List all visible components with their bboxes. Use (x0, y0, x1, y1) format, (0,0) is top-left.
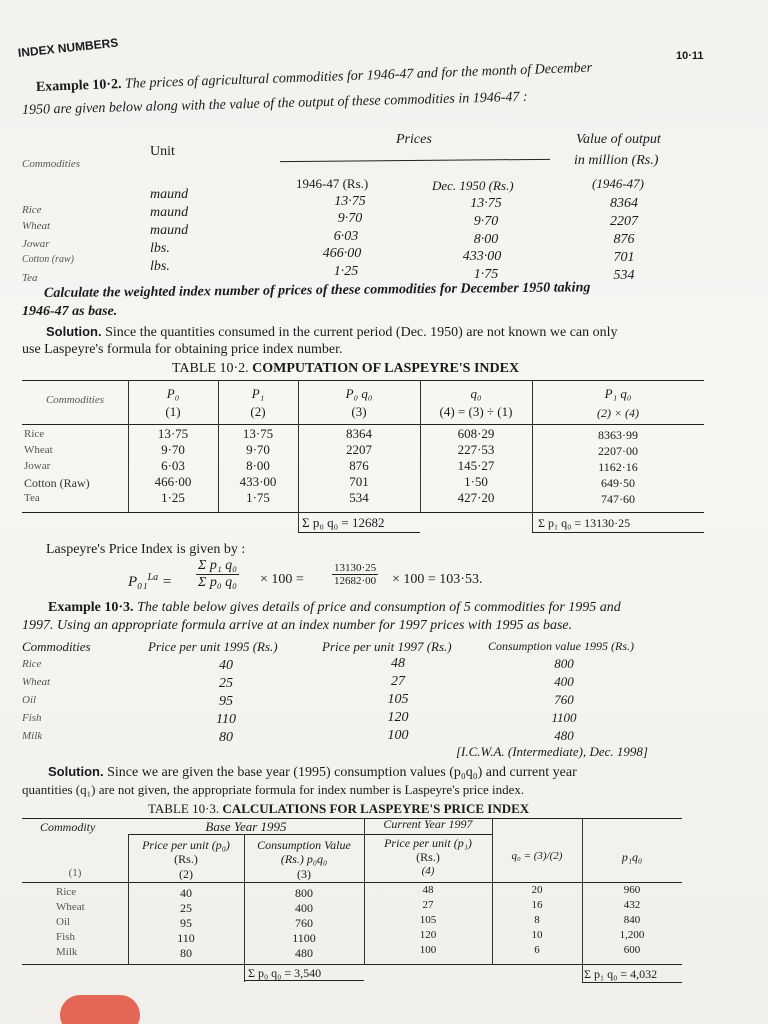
ex1-row-unit: lbs. (150, 241, 170, 256)
t1-cell: 13·75 (157, 426, 189, 441)
table-top-rule (22, 380, 704, 381)
ex1-row-unit: maund (150, 223, 189, 238)
t2-body-rule (22, 964, 682, 965)
page-number: 10·11 (676, 50, 704, 62)
ex1-question-line1: Calculate the weighted index number of prices of these commodities for December 1950 taking (43, 280, 591, 301)
t2-total-p0q0: Σ p₀ q₀ = 3,540 (248, 966, 322, 980)
t2-cell-commodity: Milk (56, 946, 78, 958)
t2-group-current: Current Year 1997 (383, 817, 473, 831)
t1-cell: 227·53 (457, 442, 495, 457)
running-header: INDEX NUMBERS (17, 35, 119, 60)
t1-cell: 1·75 (246, 490, 270, 505)
t2-col-consumption: Consumption Value (257, 838, 351, 852)
ex2-row-consumption: 800 (554, 656, 574, 671)
ex2-row-p1995: 40 (219, 658, 233, 673)
ex1-row-commodity: Cotton (raw) (22, 254, 74, 265)
t1-cell: 876 (349, 458, 369, 473)
t2-cell: 110 (177, 931, 195, 945)
ex1-col-unit: Unit (150, 144, 175, 159)
ex2-row-p1997: 105 (387, 692, 409, 707)
formula-intro: Laspeyre's Price Index is given by : (46, 542, 246, 557)
solution-1-line2: use Laspeyre's formula for obtaining price index number. (22, 342, 343, 357)
table-10-2-title: TABLE 10·2. COMPUTATION OF LASPEYRE'S INDEX (172, 361, 520, 376)
t2-cell: 48 (422, 884, 434, 896)
ex2-row-commodity: Rice (22, 658, 42, 670)
t1-cell-commodity: Tea (24, 492, 40, 504)
t1-cell: 747·60 (601, 492, 635, 506)
finger-shadow (60, 995, 140, 1024)
t2-cell: 10 (531, 929, 543, 941)
t1-cell-commodity: Jowar (24, 460, 51, 472)
t1-total-p0q0: Σ p₀ q₀ = 12682 (302, 515, 385, 530)
ex1-row-p1946: 9·70 (337, 211, 363, 226)
t2-total-p1q0: Σ p₁ q₀ = 4,032 (584, 967, 658, 981)
t2-header-rule (22, 882, 682, 883)
t2-col-price-base: (Rs.) (174, 852, 198, 866)
t2-cell: 95 (180, 916, 192, 930)
t1-header: P₁ q₀ (604, 386, 632, 401)
t2-cell: 1100 (292, 931, 316, 945)
ex1-row-value: 534 (613, 268, 635, 283)
t2-col-p1q0: p₁q₀ (621, 850, 643, 864)
t1-header: P₁ (251, 386, 265, 401)
ex1-row-commodity: Rice (22, 204, 42, 216)
t2-cell: 800 (295, 886, 313, 900)
t2-cell: 840 (623, 914, 641, 926)
t1-subheader: (3) (351, 404, 367, 419)
ex2-row-p1997: 100 (387, 728, 409, 743)
t2-cell: 25 (180, 901, 192, 915)
t2-cell: 8 (534, 914, 540, 926)
table-body-rule (22, 512, 704, 513)
t1-subheader: (2) (250, 404, 266, 419)
ex1-row-p1946: 13·75 (334, 194, 366, 209)
ex2-col-p1995: Price per unit 1995 (Rs.) (148, 639, 278, 654)
example-10-3-line2: 1997. Using an appropriate formula arrive at an index number for 1997 prices with 1995 as base. (22, 618, 573, 633)
t2-total-rule (582, 982, 682, 983)
ex2-col-commodities: Commodities (22, 639, 91, 654)
ex2-row-p1995: 110 (216, 712, 236, 727)
t1-cell: 8·00 (246, 458, 270, 473)
t2-cell: 20 (531, 884, 543, 896)
ex1-col-commodities: Commodities (22, 158, 81, 170)
t1-cell: 9·70 (246, 442, 270, 457)
ex1-row-unit: maund (150, 205, 189, 220)
t1-cell: 433·00 (239, 474, 277, 489)
t1-cell: 1162·16 (598, 460, 638, 474)
ex2-row-p1995: 25 (219, 676, 233, 691)
ex2-row-p1997: 120 (387, 710, 409, 725)
t1-cell: 145·27 (457, 458, 495, 473)
ex1-col-prices-1946: 1946-47 (Rs.) (296, 176, 369, 191)
ex1-col-prices: Prices (396, 132, 432, 147)
t2-col-q0: q₀ = (3)/(2) (511, 850, 563, 862)
ex2-col-p1997: Price per unit 1997 (Rs.) (322, 639, 452, 654)
formula-lhs: P₀₁$^{La}$ = (128, 572, 173, 590)
t2-cell: 40 (180, 886, 192, 900)
ex1-col-value-1: Value of output (576, 132, 661, 147)
ex1-row-p1950: 9·70 (473, 214, 499, 229)
formula-fraction-numeric: $\frac{13130\cdot 25}{12682\cdot 00}$ (334, 562, 377, 587)
ex1-row-value: 8364 (610, 196, 638, 211)
t2-cell: 760 (295, 916, 313, 930)
t1-cell: 701 (349, 474, 369, 489)
t2-cell-commodity: Wheat (56, 901, 85, 913)
t2-cell: 1,200 (619, 929, 645, 941)
ex2-row-commodity: Oil (22, 694, 37, 706)
t1-cell: 8364 (346, 426, 372, 441)
t2-cell: 16 (531, 899, 543, 911)
formula-fraction-symbolic: $\frac{\text{Σ p₁ q₀}}{\text{Σ p₀ q₀}}$ (198, 558, 238, 590)
ex1-row-p1946: 466·00 (322, 246, 362, 261)
t1-header: Commodities (45, 394, 105, 406)
t1-subheader: (1) (165, 404, 181, 419)
ex2-row-consumption: 480 (554, 728, 574, 743)
example-10-3-line1: Example 10·3. The table below gives details of price and consumption of 5 commodities for 1995 and (48, 600, 621, 615)
ex2-row-consumption: 1100 (551, 710, 577, 725)
t2-cell: 480 (295, 946, 313, 960)
t1-cell: 13·75 (242, 426, 274, 441)
ex2-row-p1997: 27 (391, 674, 405, 689)
t1-cell: 9·70 (161, 442, 185, 457)
t2-col-price-current: Price per unit (p₁) (384, 836, 472, 850)
t1-cell: 649·50 (601, 476, 635, 490)
solution-2-line2: quantities (q₁) are not given, the appropriate formula for index number is Laspeyre's price index. (22, 782, 525, 797)
ex1-col-prices-1950: Dec. 1950 (Rs.) (432, 178, 514, 193)
t2-col-price-base: (2) (179, 867, 193, 881)
ex2-row-commodity: Fish (22, 712, 42, 724)
ex2-row-p1995: 80 (219, 730, 233, 745)
t1-cell: 427·20 (457, 490, 495, 505)
t1-header: q₀ (470, 386, 482, 401)
ex1-row-commodity: Tea (22, 272, 38, 284)
ex1-row-p1950: 8·00 (473, 232, 499, 247)
t2-cell: 105 (419, 914, 437, 926)
t1-subheader: (2) × (4) (596, 406, 640, 420)
t2-group-base: Base Year 1995 (205, 819, 287, 834)
t1-cell-commodity: Cotton (Raw) (24, 476, 90, 490)
ex1-row-p1946: 6·03 (333, 229, 359, 244)
table-10-3-title: TABLE 10·3. CALCULATIONS FOR LASPEYRE'S PRICE INDEX (148, 801, 530, 816)
formula-result: × 100 = 103·53. (392, 572, 483, 587)
t2-col-price-current: (4) (421, 865, 435, 877)
t2-col-price-base: Price per unit (p₀) (142, 838, 230, 852)
t1-header: P₀ q₀ (345, 386, 373, 401)
ex1-row-p1950: 433·00 (462, 249, 502, 264)
t1-total-rule (532, 532, 704, 533)
t1-cell: 8363·99 (598, 428, 638, 442)
ex2-row-p1997: 48 (391, 656, 405, 671)
example-10-2-line1: Example 10·2. The prices of agricultural commodities for 1946-47 and for the month of December (35, 60, 593, 95)
t1-cell: 608·29 (457, 426, 495, 441)
t2-cell: 960 (623, 884, 641, 896)
ex1-row-commodity: Jowar (22, 238, 50, 250)
t2-cell: 100 (419, 944, 437, 956)
t2-cell: 27 (422, 899, 434, 911)
t1-header: P₀ (166, 386, 180, 401)
ex1-prices-rule (280, 159, 550, 162)
t1-cell: 2207·00 (598, 444, 638, 458)
t2-cell-commodity: Oil (56, 916, 71, 928)
ex1-row-p1950: 1·75 (473, 267, 499, 282)
table-header-rule (22, 424, 704, 425)
t1-total-p1q0: Σ p₁ q₀ = 13130·25 (538, 516, 631, 530)
ex2-row-commodity: Milk (22, 730, 43, 742)
solution-2-line1: Solution. Since we are given the base year (1995) consumption values (p₀q₀) and current year (48, 764, 577, 780)
ex1-row-commodity: Wheat (22, 220, 51, 232)
t1-total-rule (298, 532, 420, 533)
t1-cell: 6·03 (161, 458, 185, 473)
ex1-row-value: 876 (613, 232, 635, 247)
t2-col-consumption: (Rs.) p₀q₀ (280, 852, 328, 866)
t2-col-commodity-num: (1) (68, 867, 82, 879)
t2-cell-commodity: Fish (56, 931, 75, 943)
t1-cell: 466·00 (154, 474, 192, 489)
ex1-col-value-2: in million (Rs.) (574, 153, 659, 168)
ex1-row-p1946: 1·25 (333, 264, 359, 279)
ex2-col-consumption: Consumption value 1995 (Rs.) (488, 639, 634, 653)
ex2-row-consumption: 400 (554, 674, 574, 689)
t2-cell: 600 (623, 944, 641, 956)
t2-cell: 6 (534, 944, 540, 956)
t2-cell: 400 (295, 901, 313, 915)
ex2-row-p1995: 95 (219, 694, 233, 709)
formula-times100: × 100 = (260, 572, 304, 587)
ex1-col-value-3: (1946-47) (592, 176, 644, 191)
ex1-row-value: 701 (613, 250, 635, 265)
example-10-2-line2: 1950 are given below along with the value of the output of these commodities in 1946-47 : (21, 89, 528, 118)
t1-cell: 1·50 (464, 474, 488, 489)
t1-cell: 534 (349, 490, 369, 505)
t1-cell-commodity: Wheat (24, 444, 53, 456)
ex1-row-p1950: 13·75 (470, 196, 502, 211)
t1-cell: 1·25 (161, 490, 185, 505)
t2-cell-commodity: Rice (56, 886, 77, 898)
t1-cell-commodity: Rice (24, 428, 45, 440)
t1-subheader: (4) = (3) ÷ (1) (439, 404, 513, 419)
t2-cell: 80 (180, 946, 192, 960)
ex1-question-line2: 1946-47 as base. (22, 304, 118, 319)
ex2-row-commodity: Wheat (22, 676, 51, 688)
t2-cell: 120 (419, 929, 437, 941)
solution-1-line1: Solution. Since the quantities consumed in the current period (Dec. 1950) are not known we can only (46, 324, 618, 340)
t2-group-rule (364, 834, 492, 835)
ex1-row-unit: lbs. (150, 259, 170, 274)
t2-col-price-current: (Rs.) (416, 850, 440, 864)
ex2-source: [I.C.W.A. (Intermediate), Dec. 1998] (456, 744, 648, 759)
ex1-row-value: 2207 (610, 214, 638, 229)
t2-cell: 432 (623, 899, 641, 911)
t2-col-commodity: Commodity (40, 820, 96, 834)
t1-cell: 2207 (346, 442, 372, 457)
ex1-row-unit: maund (150, 187, 189, 202)
ex2-row-consumption: 760 (554, 692, 574, 707)
t2-col-consumption: (3) (297, 867, 311, 881)
